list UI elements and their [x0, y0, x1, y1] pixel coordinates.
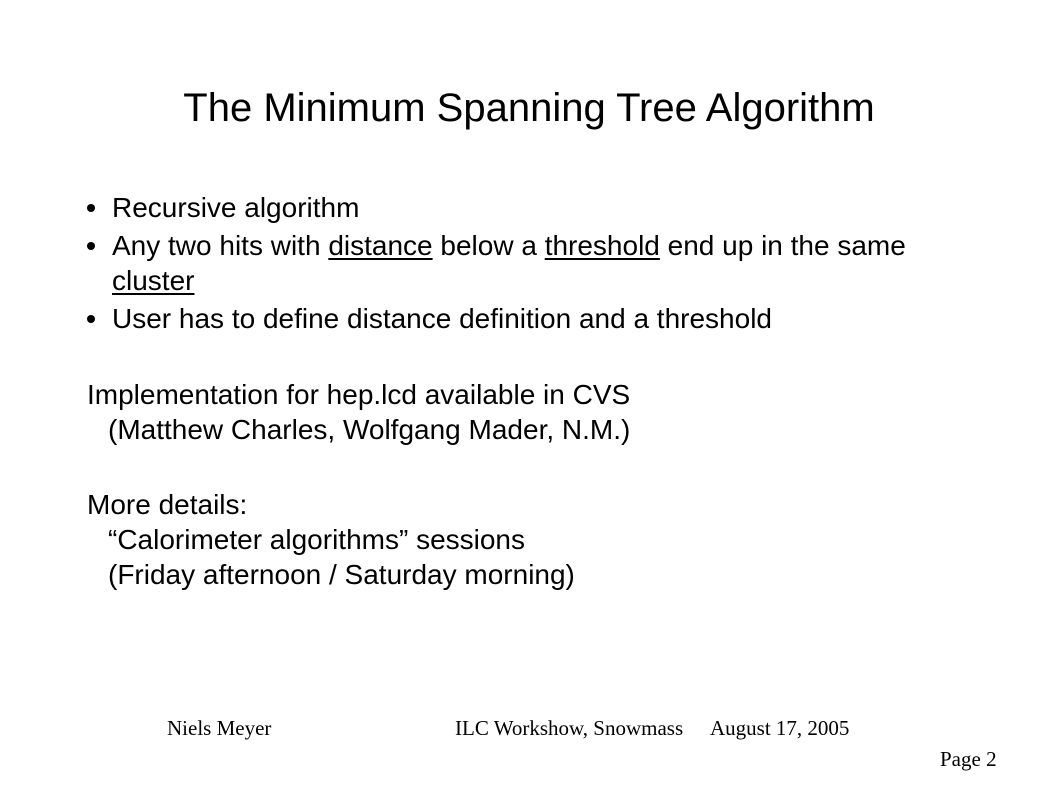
- details-heading: More details:: [87, 489, 248, 520]
- bullet-text: Any two hits with: [112, 230, 329, 261]
- underlined-term: cluster: [112, 265, 195, 296]
- bullet-icon: [87, 242, 95, 250]
- slide-title: The Minimum Spanning Tree Algorithm: [183, 86, 875, 130]
- footer-date: August 17, 2005: [710, 716, 850, 740]
- implementation-authors: (Matthew Charles, Wolfgang Mader, N.M.): [108, 414, 631, 445]
- bullet-item: [84, 228, 982, 298]
- footer-author: Niels Meyer: [167, 716, 272, 740]
- underlined-term: distance: [328, 230, 433, 261]
- bullet-icon: [87, 204, 95, 212]
- bullet-item: [84, 301, 1004, 336]
- underlined-term: threshold: [544, 230, 660, 261]
- bullet-text: Recursive algorithm: [112, 192, 360, 223]
- footer-event: ILC Workshow, Snowmass: [455, 716, 684, 740]
- bullet-text: below a: [432, 230, 545, 261]
- bullet-text: end up in the same: [659, 230, 906, 261]
- page-number: Page 2: [940, 747, 997, 771]
- bullet-list: [84, 190, 1004, 339]
- details-paragraph: [87, 487, 575, 592]
- bullet-icon: [87, 315, 95, 323]
- details-line: (Friday afternoon / Saturday morning): [108, 559, 575, 590]
- bullet-text: User has to define distance definition and a threshold: [112, 303, 772, 334]
- bullet-item: [84, 190, 1004, 225]
- implementation-line: Implementation for hep.lcd available in CVS: [87, 379, 631, 410]
- implementation-paragraph: [87, 377, 630, 447]
- details-line: “Calorimeter algorithms” sessions: [108, 524, 526, 555]
